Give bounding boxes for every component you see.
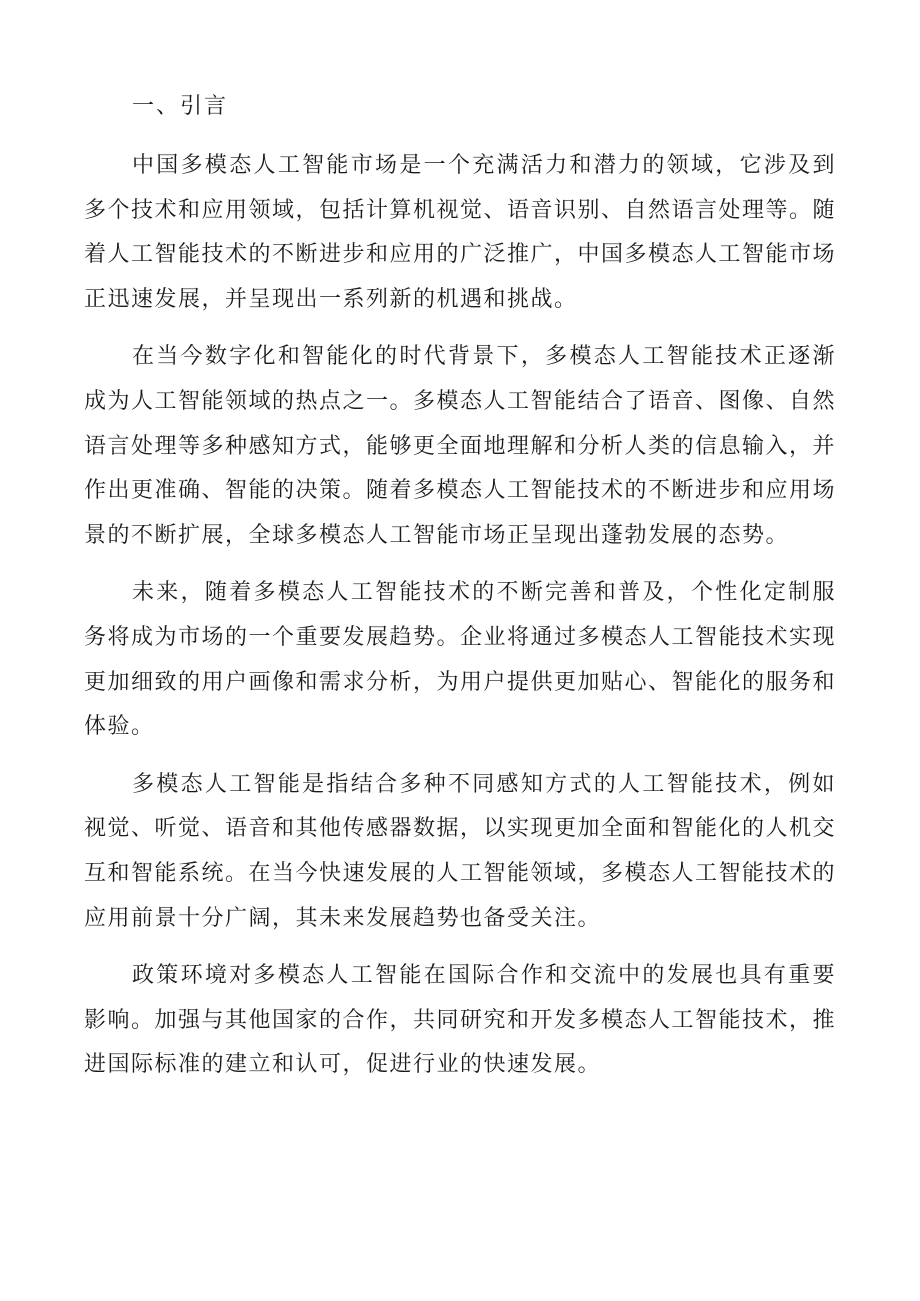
paragraph-4: 多模态人工智能是指结合多种不同感知方式的人工智能技术，例如视觉、听觉、语音和其他传感器数据，以实现更加全面和智能化的人机交互和智能系统。在当今快速发展的人工智能领域，多模态人工智能技术的应用前景十分广阔，其未来发展趋势也备受关注。 [84,771,837,931]
document-body [84,84,836,1088]
paragraph-2: 在当今数字化和智能化的时代背景下，多模态人工智能技术正逐渐成为人工智能领域的热点之一。多模态人工智能结合了语音、图像、自然语言处理等多种感知方式，能够更全面地理解和分析人类的信息输入，并作出更准确、智能的决策。随着多模态人工智能技术的不断进步和应用场景的不断扩展，全球多模态人工智能市场正呈现出蓬勃发展的态势。 [84,344,837,548]
paragraph-5: 政策环境对多模态人工智能在国际合作和交流中的发展也具有重要影响。加强与其他国家的合作，共同研究和开发多模态人工智能技术，推进国际标准的建立和认可，促进行业的快速发展。 [84,963,837,1078]
paragraph-3: 未来，随着多模态人工智能技术的不断完善和普及，个性化定制服务将成为市场的一个重要发展趋势。企业将通过多模态人工智能技术实现更加细致的用户画像和需求分析，为用户提供更加贴心、智能化的服务和体验。 [84,580,837,740]
section-heading: 一、引言 [132,94,229,119]
paragraph-1: 中国多模态人工智能市场是一个充满活力和潜力的领域，它涉及到多个技术和应用领域，包括计算机视觉、语音识别、自然语言处理等。随着人工智能技术的不断进步和应用的广泛推广，中国多模态人工智能市场正迅速发展，并呈现出一系列新的机遇和挑战。 [84,153,837,312]
